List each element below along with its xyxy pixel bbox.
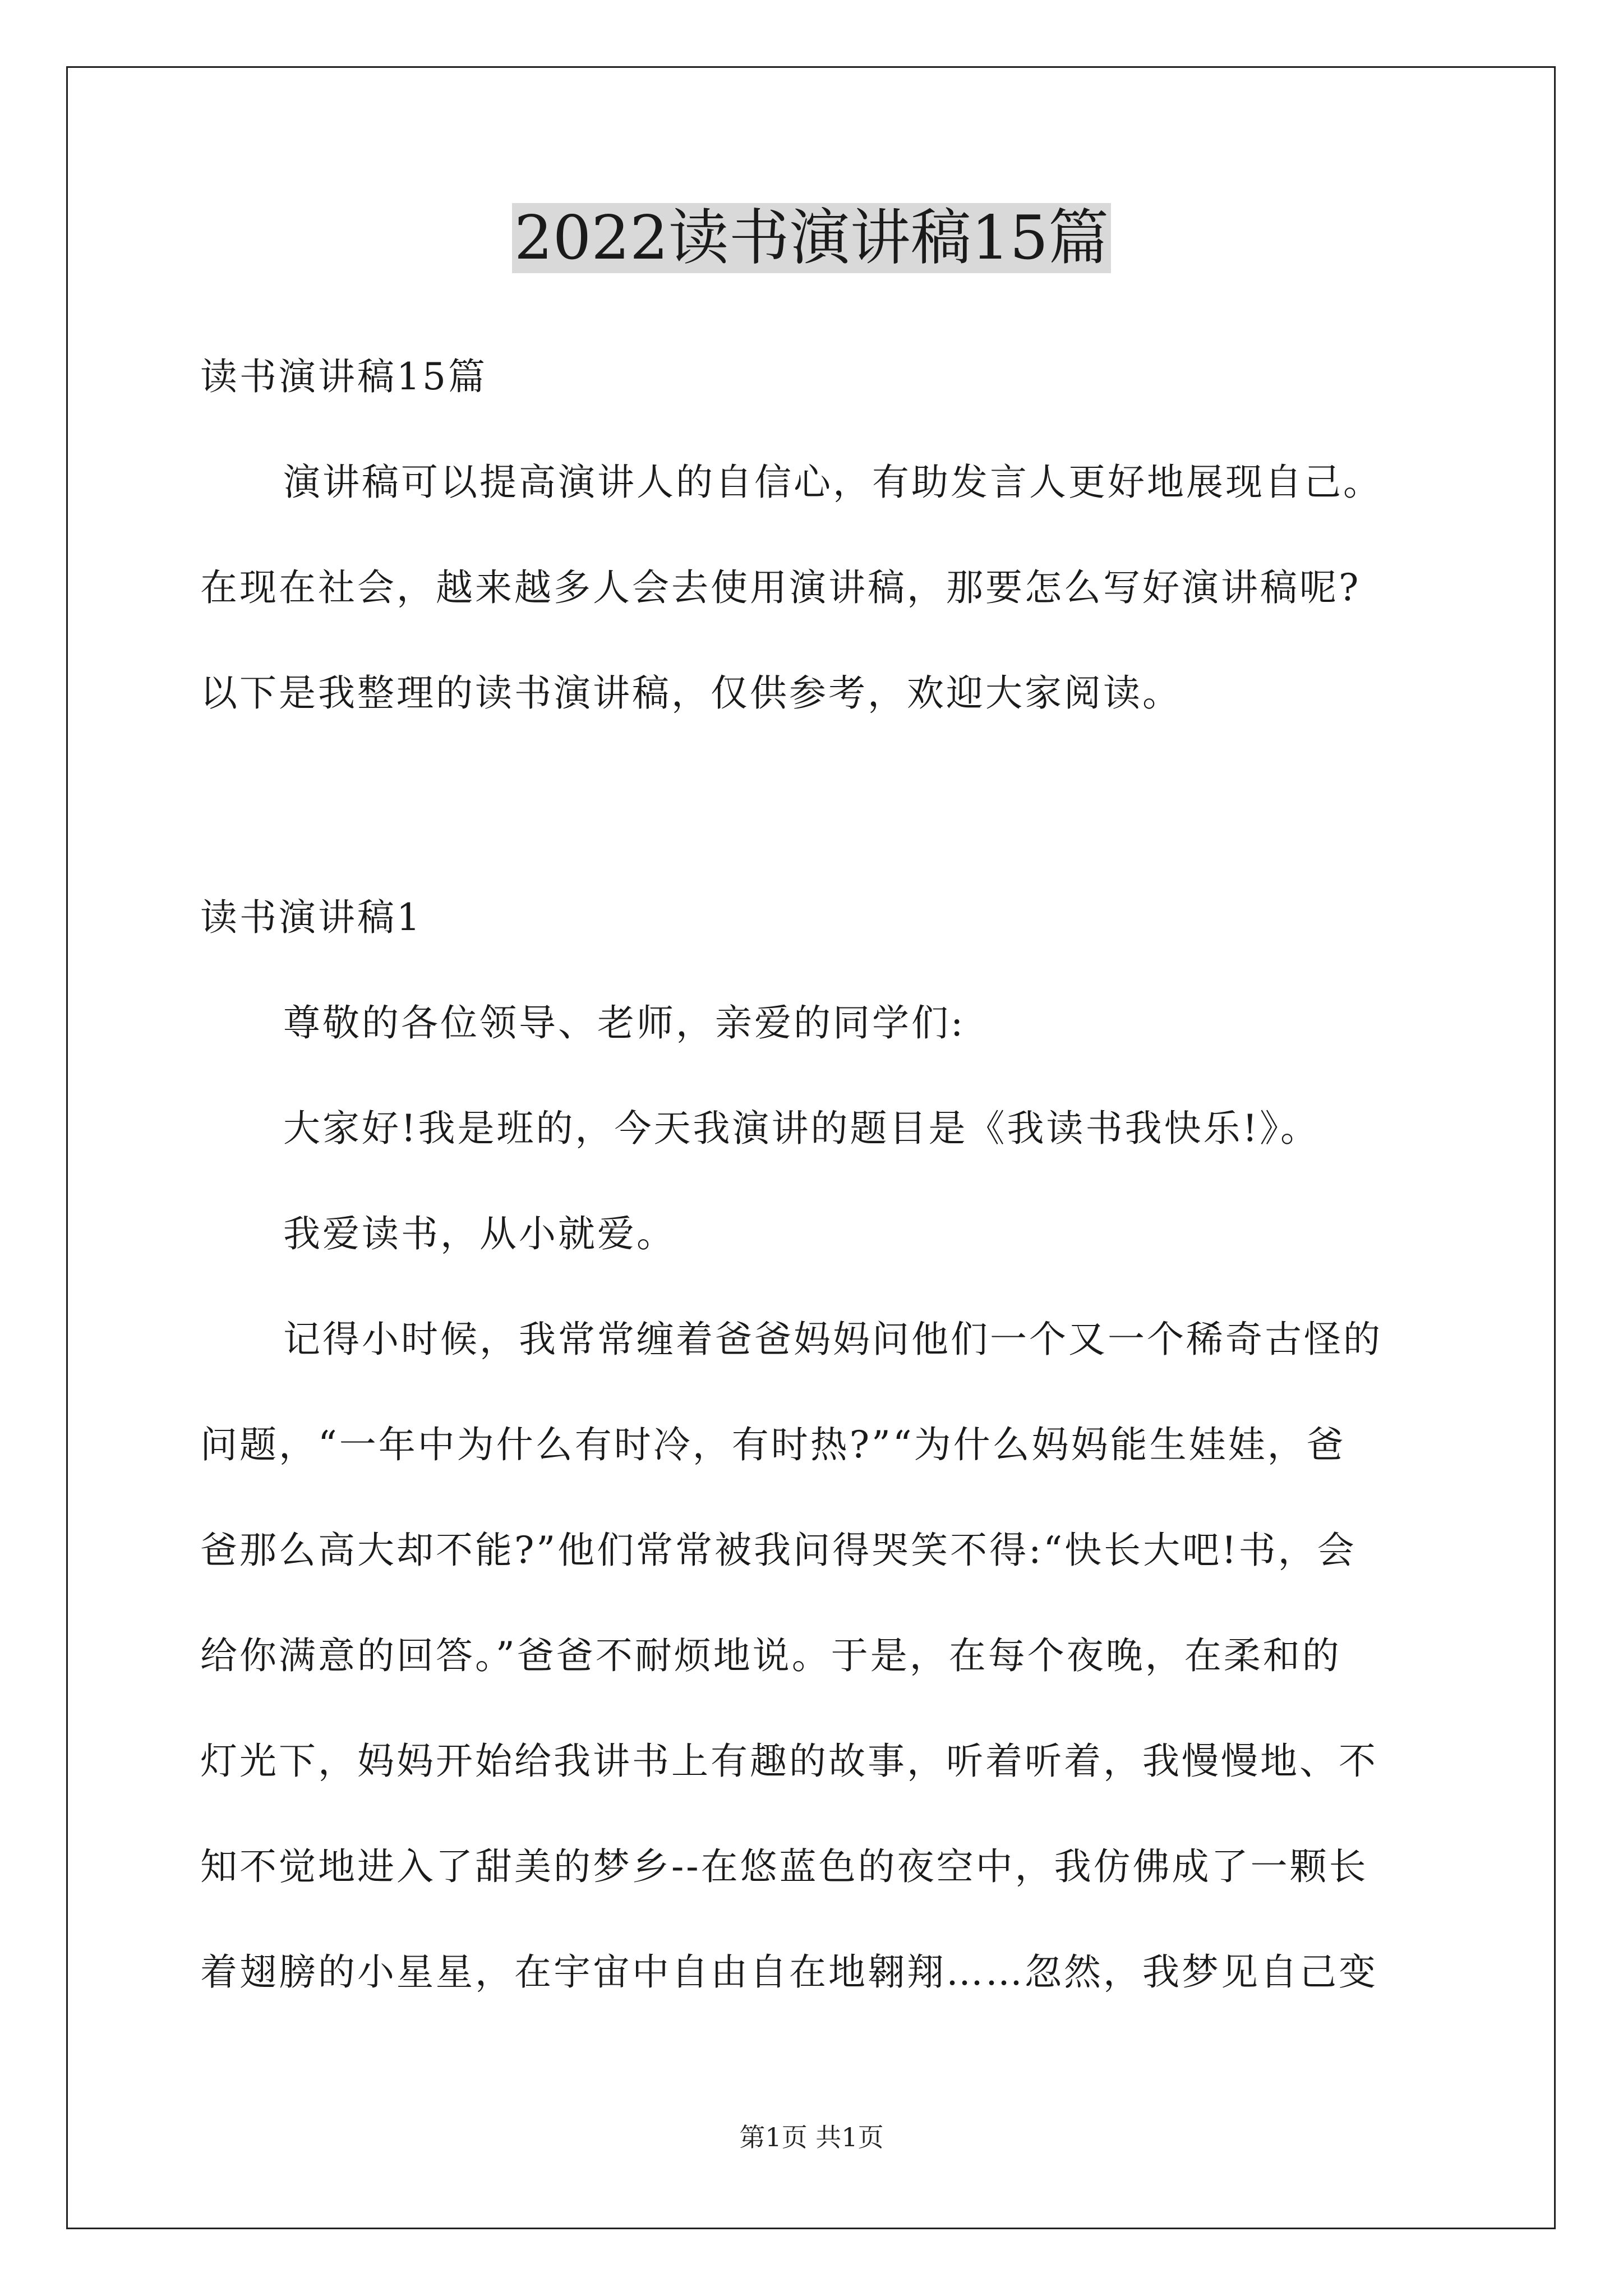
paragraph: 我爱读书，从小就爱。 xyxy=(283,1212,676,1255)
subtitle: 读书演讲稿15篇 xyxy=(200,355,487,398)
story-line: 爸那么高大却不能?”他们常常被我问得哭笑不得:“快长大吧!书，会 xyxy=(200,1529,1357,1572)
greeting: 尊敬的各位领导、老师，亲爱的同学们: xyxy=(283,1001,966,1045)
document-title xyxy=(0,199,1623,278)
intro-paragraph xyxy=(200,430,1423,746)
story-line: 知不觉地进入了甜美的梦乡--在悠蓝色的夜空中，我仿佛成了一颗长 xyxy=(200,1845,1368,1888)
story-line: 问题，“一年中为什么有时冷，有时热?”“为什么妈妈能生娃娃，爸 xyxy=(200,1423,1346,1466)
section-1 xyxy=(200,865,1423,2025)
intro-block xyxy=(200,324,1423,430)
intro-line: 在现在社会，越来越多人会去使用演讲稿，那要怎么写好演讲稿呢? xyxy=(200,566,1361,609)
section-heading: 读书演讲稿1 xyxy=(200,896,422,939)
page-number: 第1页 共1页 xyxy=(739,2122,884,2152)
intro-line: 以下是我整理的读书演讲稿，仅供参考，欢迎大家阅读。 xyxy=(200,671,1182,715)
paragraph: 大家好!我是班的，今天我演讲的题目是《我读书我快乐!》。 xyxy=(283,1107,1320,1150)
intro-line: 演讲稿可以提高演讲人的自信心，有助发言人更好地展现自己。 xyxy=(283,461,1382,504)
title-text: 2022读书演讲稿15篇 xyxy=(512,203,1111,273)
story-line: 给你满意的回答。”爸爸不耐烦地说。于是，在每个夜晚，在柔和的 xyxy=(200,1634,1341,1677)
story-line: 灯光下，妈妈开始给我讲书上有趣的故事，听着听着，我慢慢地、不 xyxy=(200,1740,1378,1783)
page-footer xyxy=(0,2120,1623,2154)
story-line: 记得小时候，我常常缠着爸爸妈妈问他们一个又一个稀奇古怪的 xyxy=(283,1318,1382,1361)
story-line: 着翅膀的小星星，在宇宙中自由自在地翱翔……忽然，我梦见自己变 xyxy=(200,1950,1378,1994)
